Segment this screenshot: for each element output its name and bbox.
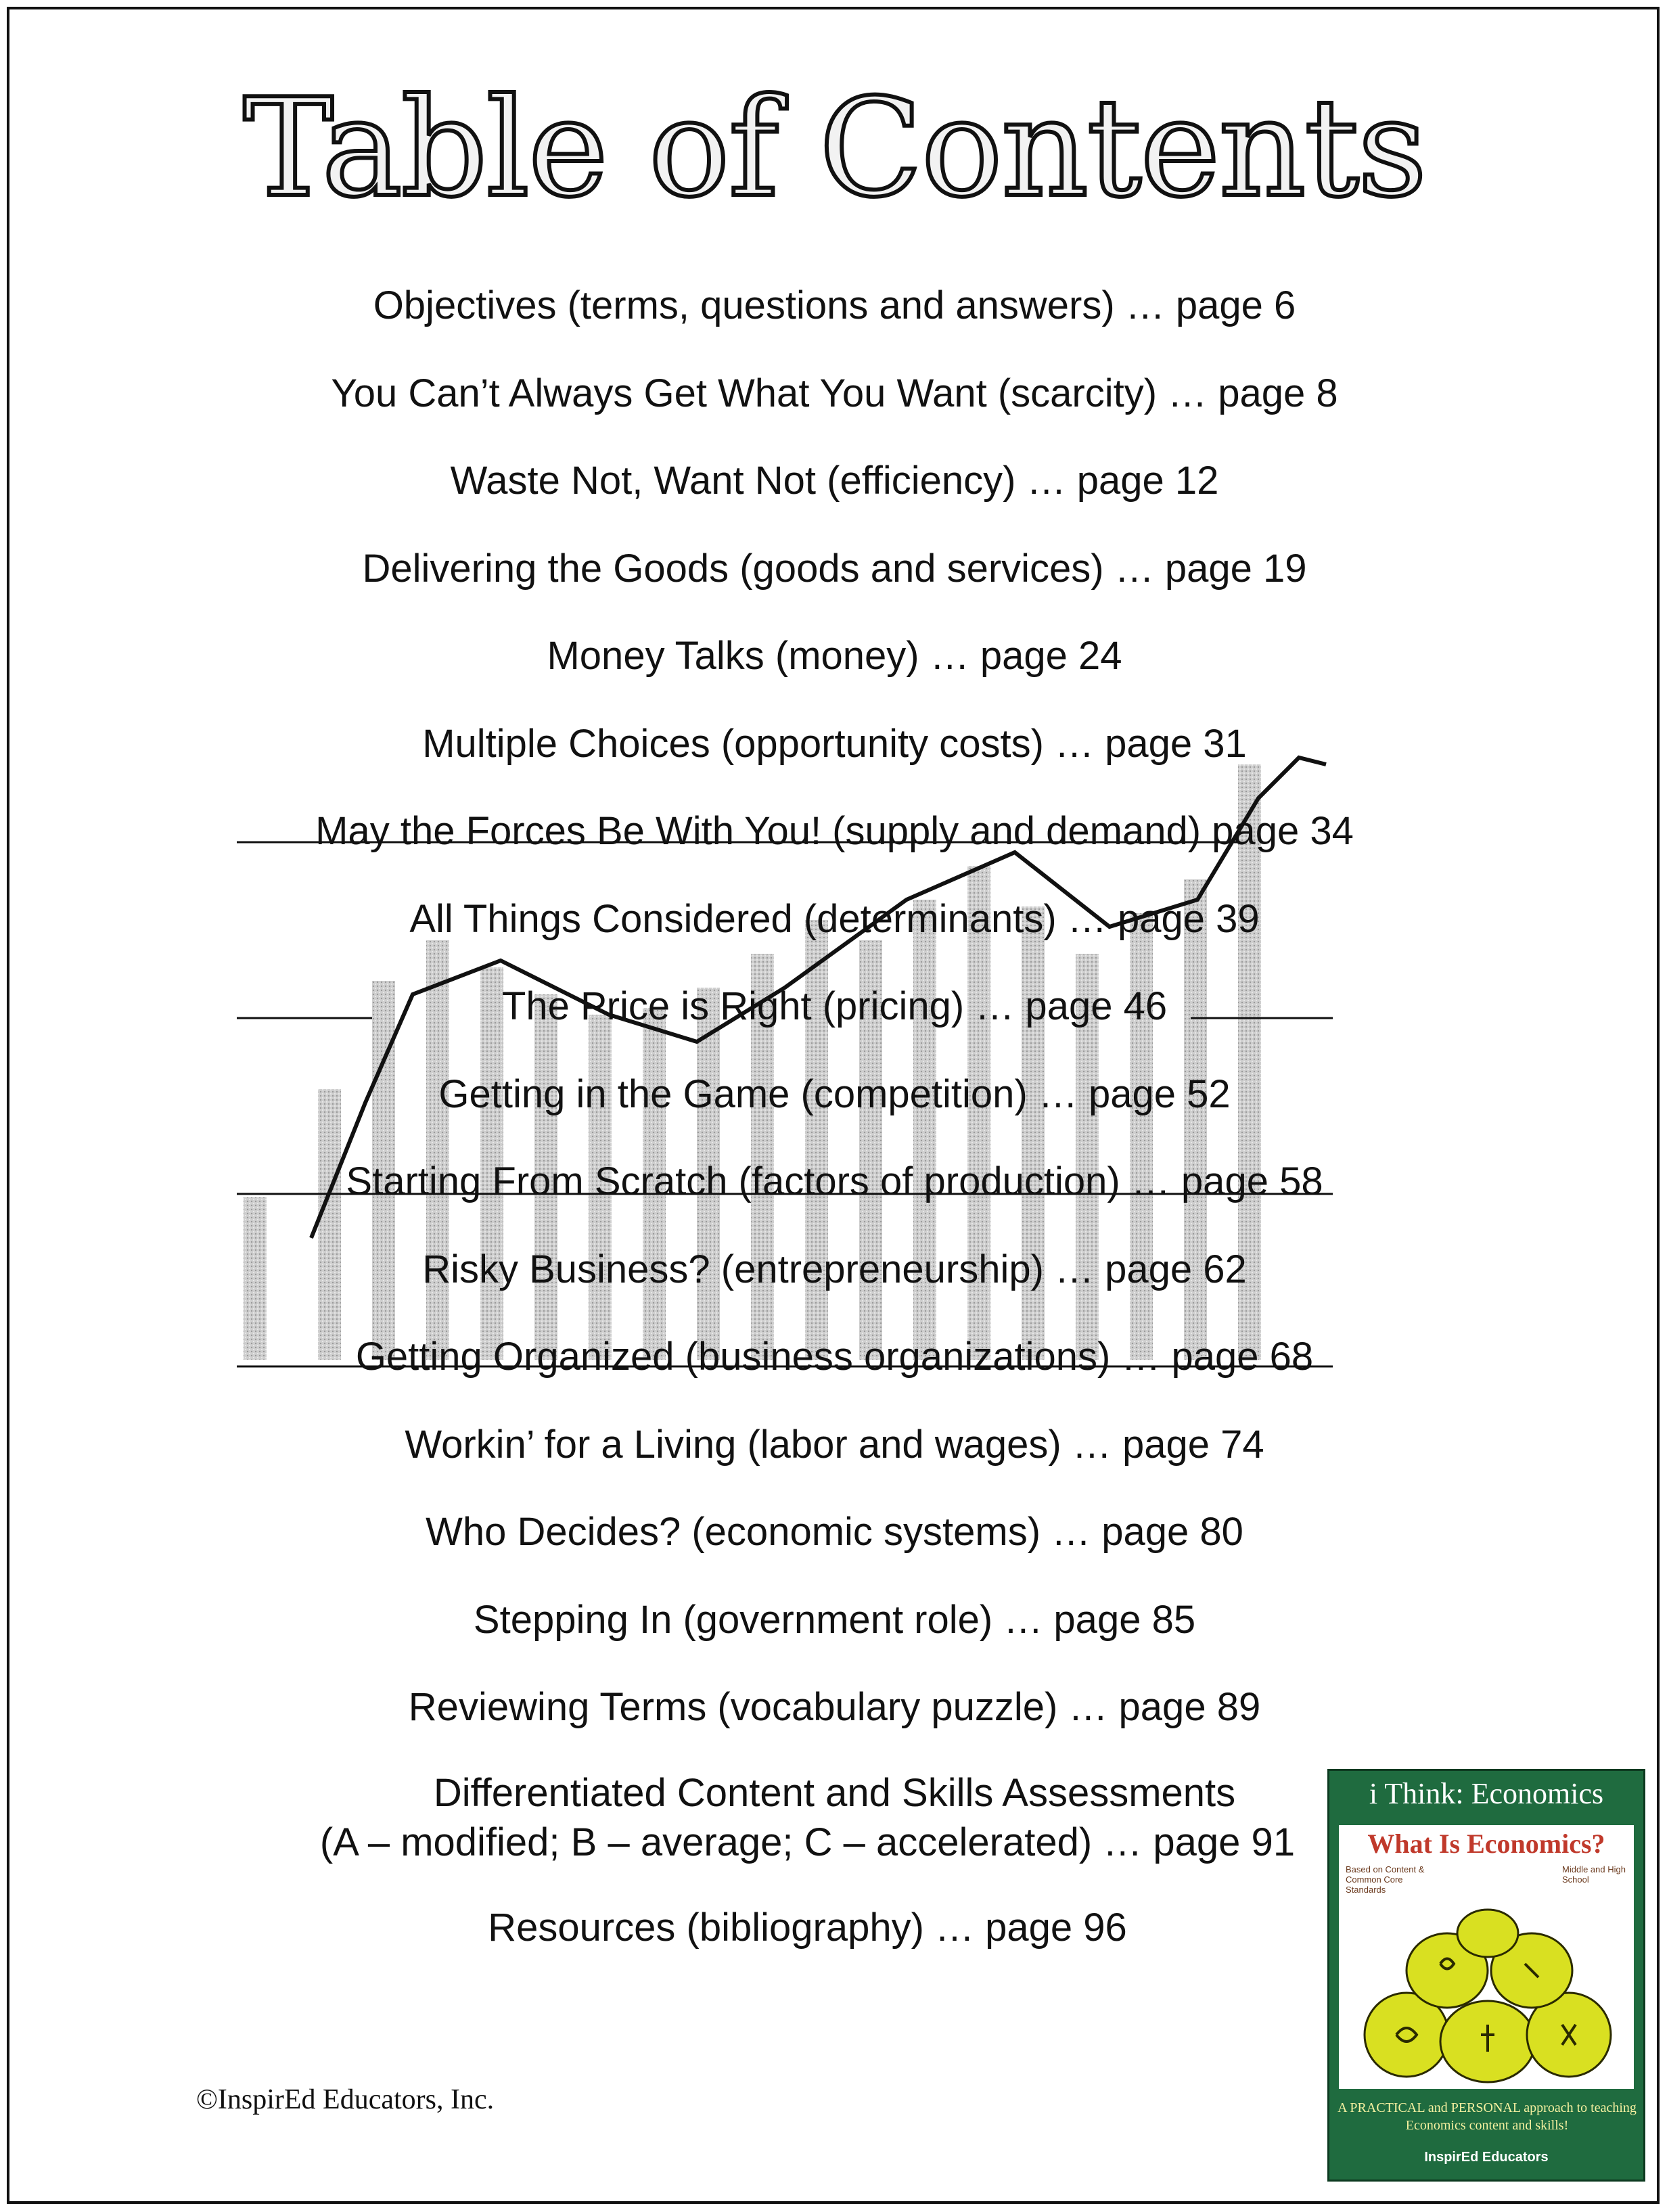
toc-entry: Delivering the Goods (goods and services) … page 19 — [362, 547, 1307, 591]
toc-entry-assessments-line1: Differentiated Content and Skills Assessments — [433, 1771, 1236, 1815]
toc-entry: Who Decides? (economic systems) … page 80 — [426, 1510, 1243, 1554]
copyright-notice: ©InspirEd Educators, Inc. — [196, 2084, 495, 2115]
book-cover-panel — [1339, 1825, 1634, 2089]
toc-entry: Risky Business? (entrepreneurship) … page 62 — [422, 1247, 1247, 1291]
toc-entry-resources: Resources (bibliography) … page 96 — [488, 1906, 1127, 1950]
toc-entry: Getting Organized (business organizations) … page 68 — [355, 1335, 1314, 1379]
book-standards-note: Based on Content & Common Core Standards — [1346, 1864, 1425, 1895]
book-tagline: A PRACTICAL and PERSONAL approach to teaching Economics content and skills! — [1338, 2100, 1637, 2133]
toc-entry: The Price is Right (pricing) … page 46 — [501, 984, 1168, 1028]
toc-entry: You Can’t Always Get What You Want (scarcity) … page 8 — [331, 371, 1338, 415]
toc-entry: Starting From Scratch (factors of production) … page 58 — [346, 1159, 1323, 1203]
book-cover-thumbnail — [1327, 1769, 1645, 2182]
toc-entry: Waste Not, Want Not (efficiency) … page 12 — [450, 459, 1219, 503]
book-title: What Is Economics? — [1367, 1828, 1605, 1859]
toc-entry-assessments-line2: (A – modified; B – average; C – accelerated) … page 91 — [319, 1820, 1296, 1864]
toc-entry: Money Talks (money) … page 24 — [547, 634, 1122, 678]
toc-entry: Workin’ for a Living (labor and wages) … page 74 — [405, 1423, 1264, 1467]
toc-entry: May the Forces Be With You! (supply and demand) page 34 — [315, 809, 1354, 853]
toc-entry: Getting in the Game (competition) … page 52 — [438, 1072, 1231, 1116]
money-bags-icon — [1359, 1906, 1616, 2086]
book-grade-note: Middle and High School — [1562, 1864, 1626, 1885]
toc-entry: All Things Considered (determinants) … page 39 — [409, 897, 1260, 941]
page-title: Table of Contents — [243, 70, 1426, 227]
toc-entry: Stepping In (government role) … page 85 — [473, 1598, 1196, 1642]
book-publisher: InspirEd Educators — [1424, 2150, 1549, 2165]
toc-entry: Multiple Choices (opportunity costs) … page 31 — [422, 722, 1247, 766]
book-series-title: i Think: Economics — [1369, 1777, 1604, 1810]
toc-entry: Objectives (terms, questions and answers) … page 6 — [373, 283, 1296, 327]
toc-entry: Reviewing Terms (vocabulary puzzle) … page 89 — [408, 1685, 1261, 1729]
